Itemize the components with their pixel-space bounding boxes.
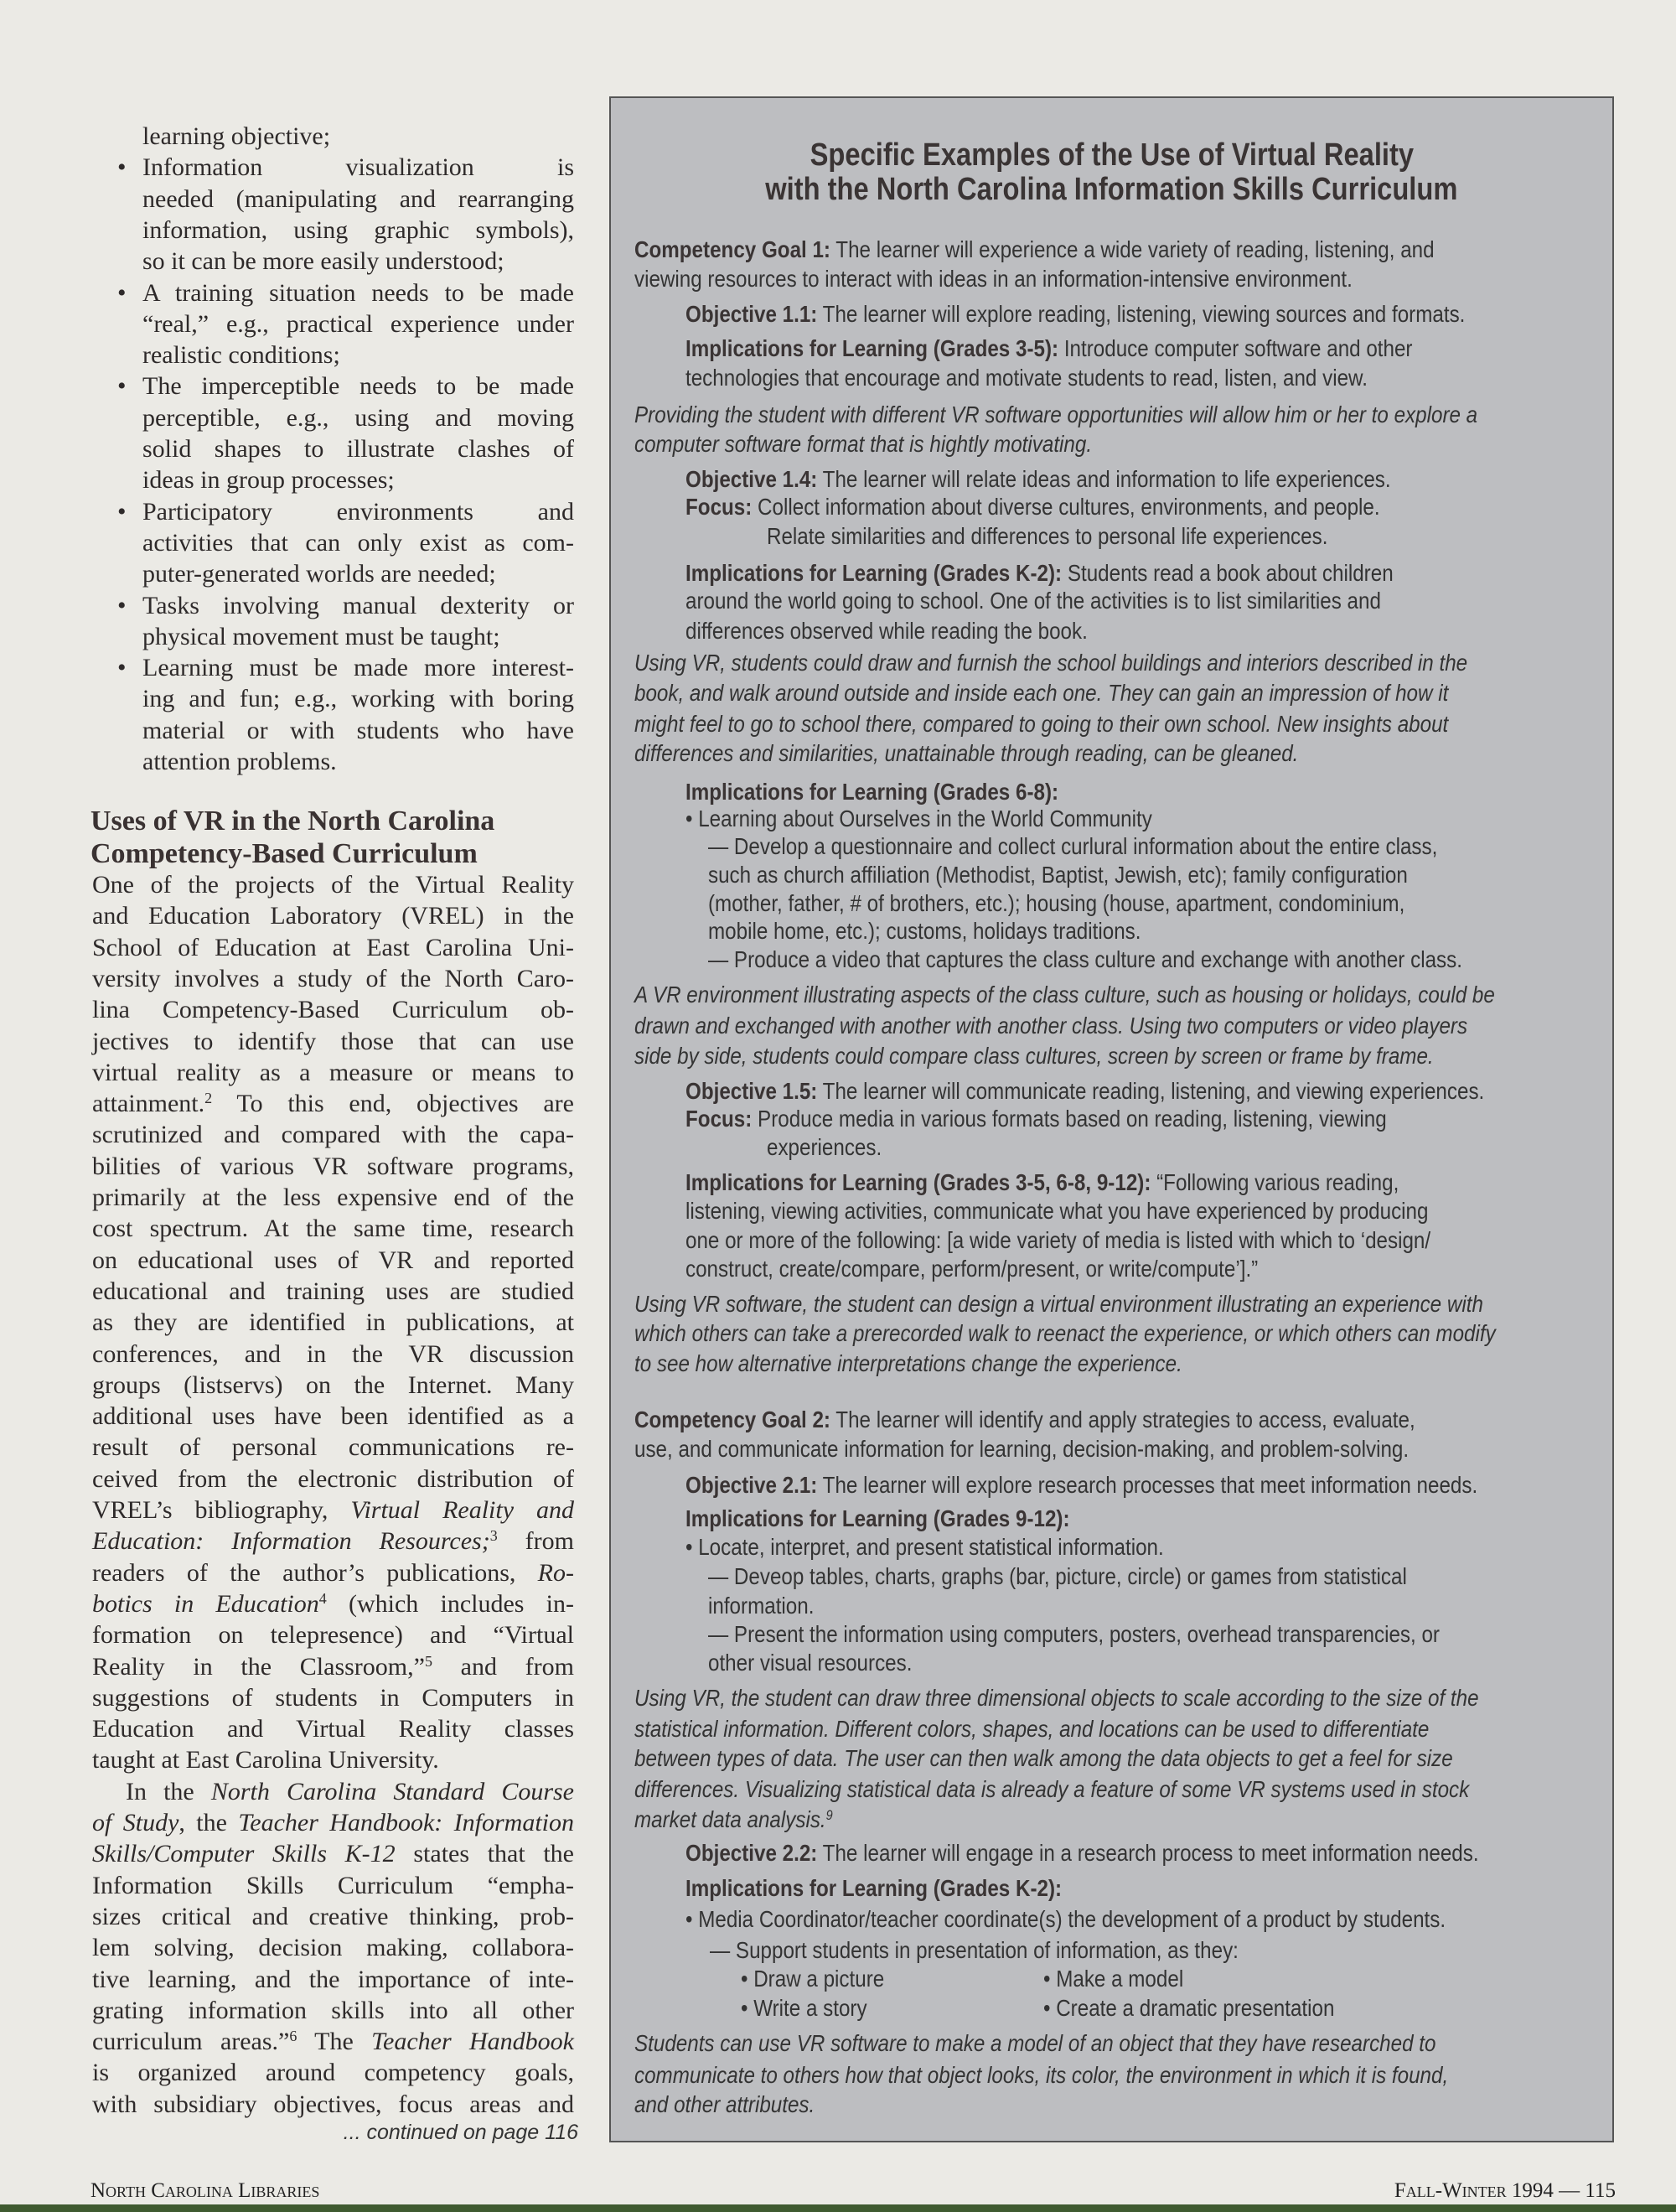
vr-example-line: Students can use VR software to make a model of an object that they have researched to bbox=[634, 2030, 1436, 2056]
paragraph-line: jectives to identify those that can use bbox=[92, 1027, 574, 1055]
list-item-line: — Develop a questionnaire and collect curlural information about the entire class, bbox=[708, 833, 1438, 859]
vr-example-line: differences and similarities, unattainable through reading, can be gleaned. bbox=[634, 740, 1299, 766]
bullet-icon: • bbox=[117, 654, 127, 682]
paragraph-line: groups (listservs) on the Internet. Many bbox=[92, 1370, 574, 1399]
vr-example-line: market data analysis.$^9$ bbox=[634, 1806, 833, 1832]
paragraph-line: School of Education at East Carolina Uni- bbox=[92, 933, 574, 961]
vr-example-line: which others can take a prerecorded walk to reenact the experience, or which others can modify bbox=[634, 1320, 1496, 1346]
paragraph-line: lina Competency-Based Curriculum ob- bbox=[92, 996, 574, 1024]
bullet-text-line: ideas in group processes; bbox=[142, 466, 395, 495]
bullet-text-line: learning objective; bbox=[142, 122, 331, 150]
vr-example-line: computer software format that is hightly motivating. bbox=[634, 431, 1093, 457]
curriculum-item-line bbox=[685, 778, 1058, 806]
vr-example-line: side by side, students could compare class cultures, screen by screen or frame by frame. bbox=[634, 1043, 1434, 1069]
bullet-text-line: so it can be more easily understood; bbox=[142, 247, 504, 276]
curriculum-item-line: Focus: Collect information about diverse cultures, environments, and people. bbox=[685, 494, 1380, 520]
box-title bbox=[609, 137, 1614, 173]
vr-example-line: Using VR software, the student can design a virtual environment illustrating an experience with bbox=[634, 1291, 1483, 1317]
section-heading-line: Uses of VR in the North Carolina bbox=[91, 806, 495, 837]
bullet-text-line: Learning must be made more interest- bbox=[142, 654, 574, 682]
paragraph-line: result of personal communications re- bbox=[92, 1433, 574, 1462]
paragraph-line: versity involves a study of the North Caro- bbox=[92, 964, 574, 992]
bullet-text-line: perceptible, e.g., using and moving bbox=[142, 403, 574, 432]
paragraph-line: with subsidiary objectives, focus areas and bbox=[92, 2090, 574, 2118]
item-label: Implications for Learning (Grades 6-8): bbox=[685, 779, 1059, 805]
curriculum-item-line: use, and communicate information for learning, decision-making, and problem-solving. bbox=[634, 1436, 1410, 1462]
curriculum-item-line: Objective 1.1: The learner will explore reading, listening, viewing sources and formats. bbox=[685, 301, 1466, 327]
vr-example-line: drawn and exchanged with another with another class. Using two computers or video players bbox=[634, 1013, 1468, 1039]
curriculum-item-line: technologies that encourage and motivate students to read, listen, and view. bbox=[685, 365, 1368, 391]
bullet-icon: • bbox=[117, 372, 127, 401]
paragraph-line: formation on telepresence) and “Virtual bbox=[92, 1621, 574, 1650]
list-item-line: — Support students in presentation of information, as they: bbox=[710, 1937, 1239, 1963]
item-label: Competency Goal 2: bbox=[634, 1406, 830, 1432]
paragraph-line: primarily at the less expensive end of the bbox=[92, 1184, 574, 1211]
bullet-text-line: realistic conditions; bbox=[142, 341, 340, 370]
section-heading-line: Competency-Based Curriculum bbox=[91, 838, 478, 869]
paragraph-line: VREL’s bibliography, Virtual Reality and bbox=[92, 1496, 574, 1524]
paragraph-line: lem solving, decision making, collabora- bbox=[92, 1934, 574, 1962]
vr-example-line: Providing the student with different VR software opportunities will allow him or her to explore a bbox=[634, 401, 1478, 427]
list-item-line: mobile home, etc.); customs, holidays traditions. bbox=[708, 918, 1141, 944]
item-label: Implications for Learning (Grades 3-5, 6-8, 9-12): bbox=[685, 1169, 1151, 1195]
bullet-text-line: attention problems. bbox=[142, 748, 337, 775]
curriculum-item-line: Relate similarities and differences to personal life experiences. bbox=[767, 523, 1328, 549]
item-label: Competency Goal 1: bbox=[634, 236, 830, 262]
curriculum-item-line bbox=[685, 1505, 1070, 1533]
curriculum-item-line: construct, create/compare, perform/present, or write/compute’].” bbox=[685, 1256, 1259, 1282]
vr-example-line: might feel to go to school there, compared to going to their own school. New insights about bbox=[634, 711, 1449, 737]
bullet-text-line: “real,” e.g., practical experience under bbox=[142, 309, 574, 338]
paragraph-line: and Education Laboratory (VREL) in the bbox=[92, 902, 574, 930]
vr-example-line: book, and walk around outside and inside each one. They can gain an impression of how it bbox=[634, 680, 1449, 706]
vr-example-line: statistical information. Different colors, shapes, and locations can be used to differentiate bbox=[634, 1716, 1430, 1742]
paragraph-line: grating information skills into all other bbox=[92, 1996, 574, 2024]
list-item-line: • Draw a picture bbox=[741, 1966, 885, 1992]
paragraph-line: on educational uses of VR and reported bbox=[92, 1246, 574, 1274]
curriculum-item-line: Objective 2.2: The learner will engage in a research process to meet information needs. bbox=[685, 1840, 1479, 1866]
paragraph-line: attainment.$^2$ To this end, objectives are bbox=[92, 1090, 574, 1118]
bullet-text-line: Participatory environments and bbox=[142, 497, 574, 526]
paragraph-line: as they are identified in publications, at bbox=[92, 1308, 574, 1337]
paragraph-line: Education: Information Resources;$^3$ from bbox=[92, 1527, 574, 1556]
bullet-text-line: physical movement must be taught; bbox=[142, 622, 500, 650]
vr-example-line: communicate to others how that object looks, its color, the environment in which it is found, bbox=[634, 2062, 1449, 2088]
item-label: Implications for Learning (Grades K-2): bbox=[685, 560, 1063, 586]
bullet-text-line: puter-generated worlds are needed; bbox=[142, 560, 496, 588]
curriculum-item-line: Competency Goal 2: The learner will identify and apply strategies to access, evaluate, bbox=[634, 1406, 1415, 1432]
box-title bbox=[609, 172, 1614, 207]
curriculum-item-line: experiences. bbox=[767, 1134, 882, 1160]
item-label: Objective 1.4: bbox=[685, 466, 818, 492]
curriculum-item-line: Objective 1.4: The learner will relate ideas and information to life experiences. bbox=[685, 466, 1391, 492]
paragraph-line: One of the projects of the Virtual Reality bbox=[92, 871, 574, 899]
page-edge bbox=[0, 2204, 1676, 2212]
list-item-line: — Present the information using computers, posters, overhead transparencies, or bbox=[708, 1621, 1440, 1647]
item-label: Implications for Learning (Grades 9-12): bbox=[685, 1505, 1070, 1531]
curriculum-item-line: Competency Goal 1: The learner will experience a wide variety of reading, listening, and bbox=[634, 236, 1435, 262]
bullet-text-line: A training situation needs to be made bbox=[142, 278, 574, 307]
curriculum-item-line: Implications for Learning (Grades 3-5): Introduce computer software and other bbox=[685, 335, 1413, 361]
paragraph-line: curriculum areas.”$^6$ The Teacher Handbook bbox=[92, 2028, 574, 2056]
box-title-line: Specific Examples of the Use of Virtual Reality bbox=[810, 137, 1414, 173]
paragraph-line: Skills/Computer Skills K-12 states that the bbox=[92, 1840, 574, 1868]
bullet-text-line: Information visualization is bbox=[142, 153, 574, 182]
bullet-text-line: activities that can only exist as com- bbox=[142, 528, 574, 557]
bullet-text-line: needed (manipulating and rearranging bbox=[142, 184, 574, 213]
list-item-line: — Deveop tables, charts, graphs (bar, picture, circle) or games from statistical bbox=[708, 1563, 1407, 1589]
paragraph-line: tive learning, and the importance of inte- bbox=[92, 1965, 574, 1993]
list-item-line: such as church affiliation (Methodist, Baptist, Jewish, etc); family configuration bbox=[708, 862, 1408, 888]
paragraph-line: conferences, and in the VR discussion bbox=[92, 1339, 574, 1368]
paragraph-line: Information Skills Curriculum “empha- bbox=[92, 1871, 574, 1899]
paragraph-line: cost spectrum. At the same time, research bbox=[92, 1215, 574, 1243]
curriculum-item-line: listening, viewing activities, communicate what you have experienced by producing bbox=[685, 1198, 1429, 1224]
list-item-line: (mother, father, # of brothers, etc.); housing (house, apartment, condominium, bbox=[708, 890, 1405, 916]
paragraph-line: readers of the author’s publications, Ro- bbox=[92, 1558, 574, 1587]
list-item-line: • Locate, interpret, and present statistical information. bbox=[685, 1534, 1164, 1560]
paragraph-line: scrutinized and compared with the capa- bbox=[92, 1121, 574, 1149]
paragraph-line: bilities of various VR software programs, bbox=[92, 1152, 574, 1180]
footer-issue-page: Fall-Winter 1994 — 115 bbox=[1394, 2179, 1616, 2202]
item-label: Objective 1.1: bbox=[685, 301, 818, 327]
curriculum-item-line: around the world going to school. One of the activities is to list similarities and bbox=[685, 588, 1381, 614]
paragraph-line: of Study, the Teacher Handbook: Information bbox=[92, 1809, 574, 1836]
item-label: Objective 1.5: bbox=[685, 1078, 818, 1104]
vr-example-line: Using VR, students could draw and furnish the school buildings and interiors described in the bbox=[634, 650, 1468, 676]
vr-example-line: and other attributes. bbox=[634, 2091, 815, 2117]
curriculum-item-line: viewing resources to interact with ideas in an information-intensive environment. bbox=[634, 266, 1353, 292]
bullet-icon: • bbox=[117, 591, 127, 619]
paragraph-line: suggestions of students in Computers in bbox=[92, 1683, 574, 1712]
vr-example-line: A VR environment illustrating aspects of the class culture, such as housing or holidays, could be bbox=[634, 982, 1495, 1008]
list-item-line: • Media Coordinator/teacher coordinate(s) the development of a product by students. bbox=[685, 1906, 1446, 1932]
vr-example-line: Using VR, the student can draw three dimensional objects to scale according to the size of the bbox=[634, 1685, 1479, 1711]
curriculum-item-line: Objective 2.1: The learner will explore research processes that meet information needs. bbox=[685, 1472, 1478, 1498]
bullet-text-line: solid shapes to illustrate clashes of bbox=[142, 435, 574, 463]
paragraph-line: virtual reality as a measure or means to bbox=[92, 1058, 574, 1086]
list-item-line: • Learning about Ourselves in the World Community bbox=[685, 806, 1152, 831]
paragraph-line: Education and Virtual Reality classes bbox=[92, 1715, 574, 1743]
bullet-text-line: ing and fun; e.g., working with boring bbox=[142, 685, 574, 713]
footer-publication: North Carolina Libraries bbox=[91, 2179, 320, 2202]
item-label: Implications for Learning (Grades 3-5): bbox=[685, 335, 1059, 361]
paragraph-line: educational and training uses are studied bbox=[92, 1277, 574, 1305]
bullet-text-line: The imperceptible needs to be made bbox=[142, 372, 574, 401]
vr-example-line: to see how alternative interpretations change the experience. bbox=[634, 1350, 1182, 1376]
curriculum-item-line: one or more of the following: [a wide variety of media is listed with which to ‘design/ bbox=[685, 1227, 1431, 1253]
list-item-line: — Produce a video that captures the class culture and exchange with another class. bbox=[708, 946, 1462, 972]
curriculum-item-line: Implications for Learning (Grades K-2): Students read a book about children bbox=[685, 560, 1394, 586]
list-item-line: other visual resources. bbox=[708, 1650, 913, 1676]
bullet-icon: • bbox=[117, 153, 127, 182]
list-item-line: • Make a model bbox=[1043, 1966, 1184, 1992]
paragraph-line: botics in Education$^4$ (which includes in- bbox=[92, 1589, 575, 1618]
item-label: Objective 2.2: bbox=[685, 1840, 818, 1866]
list-item-line: • Write a story bbox=[741, 1995, 867, 2021]
item-label: Objective 2.1: bbox=[685, 1472, 818, 1498]
paragraph-line: Reality in the Classroom,”$^5$ and from bbox=[92, 1652, 574, 1681]
paragraph-line: is organized around competency goals, bbox=[92, 2059, 574, 2087]
list-item-line: • Create a dramatic presentation bbox=[1043, 1995, 1335, 2021]
vr-example-line: between types of data. The user can then walk among the data objects to get a feel for size bbox=[634, 1745, 1453, 1771]
item-label: Focus: bbox=[685, 494, 753, 520]
curriculum-item-line: Focus: Produce media in various formats based on reading, listening, viewing bbox=[685, 1106, 1387, 1132]
bullet-text-line: Tasks involving manual dexterity or bbox=[142, 591, 574, 619]
item-label: Implications for Learning (Grades K-2): bbox=[685, 1875, 1063, 1901]
item-label: Focus: bbox=[685, 1106, 753, 1132]
box-title-line: with the North Carolina Information Skills Curriculum bbox=[765, 172, 1458, 207]
paragraph-line: ceived from the electronic distribution of bbox=[92, 1464, 574, 1493]
curriculum-item-line: Objective 1.5: The learner will communicate reading, listening, and viewing experiences. bbox=[685, 1078, 1485, 1104]
continued-note: ... continued on page 116 bbox=[343, 2121, 578, 2144]
curriculum-item-line bbox=[685, 1874, 1062, 1903]
paragraph-line: additional uses have been identified as a bbox=[92, 1402, 574, 1431]
list-item-line: information. bbox=[708, 1593, 815, 1619]
paragraph-line: taught at East Carolina University. bbox=[92, 1746, 439, 1774]
bullet-icon: • bbox=[117, 497, 127, 526]
vr-example-line: differences. Visualizing statistical data is already a feature of some VR systems used in stock bbox=[634, 1776, 1470, 1802]
bullet-text-line: information, using graphic symbols), bbox=[142, 215, 574, 244]
paragraph-line: In the North Carolina Standard Course bbox=[126, 1777, 575, 1805]
paragraph-line: sizes critical and creative thinking, prob- bbox=[92, 1902, 574, 1930]
bullet-icon: • bbox=[117, 278, 127, 307]
bullet-text-line: material or with students who have bbox=[142, 716, 574, 744]
curriculum-item-line: differences observed while reading the book. bbox=[685, 618, 1088, 644]
curriculum-item-line: Implications for Learning (Grades 3-5, 6-8, 9-12): “Following various reading, bbox=[685, 1169, 1399, 1195]
